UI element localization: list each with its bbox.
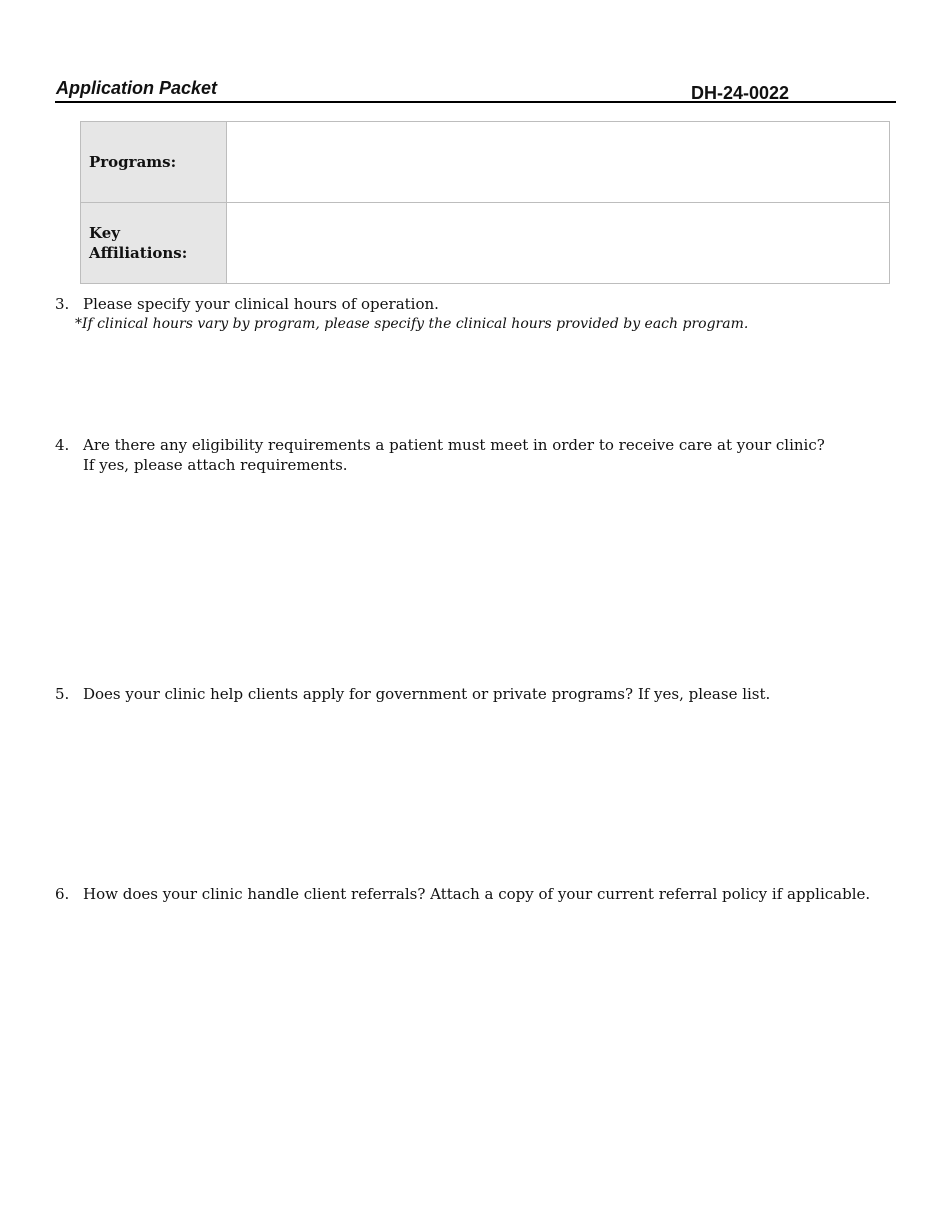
question-text-line2: If yes, please attach requirements. [83, 456, 348, 474]
key-affiliations-label: Key Affiliations: [81, 203, 227, 284]
header-title: Application Packet [56, 78, 218, 98]
table-row [81, 203, 890, 284]
question-number: 5. [55, 685, 70, 703]
key-affiliations-field[interactable] [227, 203, 890, 284]
document-code: DH-24-0022 [691, 83, 790, 103]
question-number: 6. [55, 885, 70, 903]
question-text: Please specify your clinical hours of operation. [83, 295, 439, 313]
programs-label: Programs: [81, 122, 227, 203]
question-text: Does your clinic help clients apply for government or private programs? If yes, please list. [83, 685, 771, 703]
programs-affiliations-table [80, 121, 890, 284]
programs-field[interactable] [227, 122, 890, 203]
question-number: 3. [55, 295, 70, 313]
question-3-note: *If clinical hours vary by program, please specify the clinical hours provided by each program. [75, 316, 749, 332]
question-number: 4. [55, 436, 70, 454]
question-text: How does your clinic handle client referrals? Attach a copy of your current referral policy if applicable. [83, 885, 871, 903]
question-text: Are there any eligibility requirements a patient must meet in order to receive care at your clinic? [83, 436, 825, 454]
table-row [81, 122, 890, 203]
page-header [55, 76, 896, 103]
